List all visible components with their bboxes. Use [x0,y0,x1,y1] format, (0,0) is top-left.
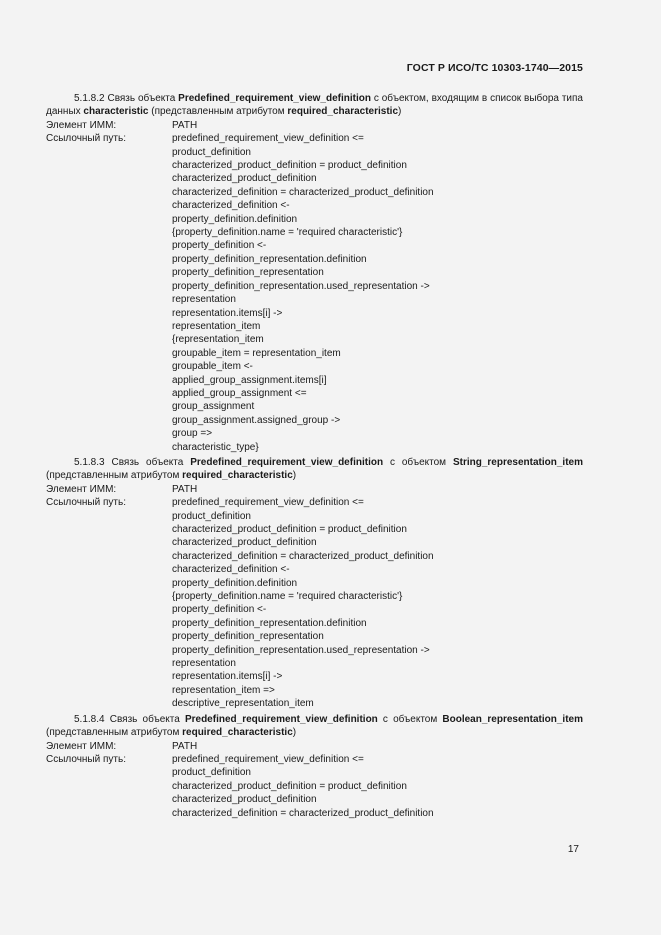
section-5-1-8-4 [46,713,583,820]
path-line: characterized_product_definition = product_definition [172,524,407,535]
intro-text: с объектом [383,456,453,468]
path-line: representation_item => [172,684,275,696]
path-row [46,753,583,820]
entity-name: Predefined_requirement_view_definition [178,93,371,104]
element-value: PATH [172,483,198,495]
intro-text: (представленным атрибутом [46,727,183,739]
path-line: product_definition [172,146,251,158]
element-row [46,119,583,132]
path-line: group_assignment.assigned_group -> [172,414,341,426]
path-line: property_definition.definition [172,213,298,225]
path-line: characterized_definition = characterized_product_definition [172,186,434,198]
element-row [46,483,583,496]
path-line: representation.items[i] -> [172,671,283,683]
path-line: characterized_definition <- [172,564,290,576]
path-row [46,132,583,454]
intro-text: ) [398,106,402,118]
entity-name: Predefined_requirement_view_definition [184,713,378,725]
path-line: product_definition [172,767,251,779]
path-line: applied_group_assignment.items[i] [172,374,327,386]
path-line: characterized_definition = characterized_product_definition [172,550,434,562]
intro-text: (представленным атрибутом [148,106,288,118]
path-line: characterized_product_definition [172,794,317,806]
path-line: groupable_item = representation_item [172,347,341,359]
path-line: groupable_item <- [172,361,253,373]
path-row [46,496,583,711]
path-line: {representation_item [172,334,264,346]
path-line: predefined_requirement_view_definition <= [172,753,364,765]
path-label: Ссылочный путь: [46,133,126,145]
path-line: group => [172,428,213,440]
intro-text: ) [292,727,297,739]
element-label: Элемент ИММ: [46,740,117,752]
path-line: property_definition <- [172,240,267,252]
intro-text: Связь объекта [104,713,185,725]
path-line: descriptive_representation_item [172,698,314,710]
attribute-name: required_characteristic [182,727,293,739]
path-line: representation [172,294,236,306]
path-line: characterized_product_definition [172,537,317,549]
path-line: property_definition.definition [172,577,298,589]
intro-text: с объектом [377,713,443,725]
path-line: characterized_product_definition [172,173,317,185]
path-line: characterized_definition <- [172,200,290,212]
path-line: characteristic_type} [172,441,259,453]
path-label: Ссылочный путь: [46,753,126,765]
document-body [46,90,583,820]
attribute-name: required_characteristic [287,106,399,118]
path-line: representation_item [172,320,261,332]
section-5-1-8-2 [46,92,583,454]
target-name: Boolean_representation_item [442,713,583,725]
path-line: {property_definition.name = 'required characteristic'} [172,591,403,603]
reference-path [172,753,583,820]
path-line: property_definition_representation.used_representation -> [172,644,430,656]
section-number: 5.1.8.3 [74,456,105,468]
intro-text: с объектом, входящим в список выбора типа данных [46,93,583,118]
path-line: characterized_product_definition = product_definition [172,780,407,792]
section-number: 5.1.8.4 [74,713,105,725]
page-header: ГОСТ Р ИСО/ТС 10303-1740—2015 [406,62,583,74]
path-line: property_definition_representation [172,631,324,643]
reference-path [172,132,583,454]
element-label: Элемент ИММ: [46,483,117,495]
element-value: PATH [172,740,198,752]
element-row [46,740,583,753]
path-line: property_definition_representation [172,267,324,279]
target-name: characteristic [83,106,149,118]
element-value: PATH [172,119,198,131]
section-intro [46,456,583,483]
element-label: Элемент ИММ: [46,119,117,131]
path-line: characterized_product_definition = product_definition [172,160,407,172]
page-number: 17 [567,844,579,855]
path-line: characterized_definition = characterized_product_definition [172,807,434,819]
target-name: String_representation_item [452,456,583,468]
path-line: representation [172,658,236,670]
path-line: property_definition_representation.definition [172,253,367,265]
path-line: property_definition <- [172,604,267,616]
path-line: group_assignment [172,401,255,413]
path-line: predefined_requirement_view_definition <= [172,133,364,145]
path-line: property_definition_representation.definition [172,617,367,629]
path-line: {property_definition.name = 'required characteristic'} [172,227,403,239]
path-line: property_definition_representation.used_representation -> [172,280,430,292]
path-line: representation.items[i] -> [172,307,283,319]
entity-name: Predefined_requirement_view_definition [190,456,384,468]
section-5-1-8-3 [46,456,583,711]
section-intro [46,713,583,740]
path-label: Ссылочный путь: [46,497,126,509]
intro-text: Связь объекта [104,456,191,468]
section-number: 5.1.8.2 [74,93,105,104]
intro-text: Связь объекта [104,93,179,104]
intro-text: ) [292,470,297,482]
section-intro [46,92,583,119]
attribute-name: required_characteristic [182,470,293,482]
reference-path [172,496,583,711]
intro-text: (представленным атрибутом [46,470,183,482]
path-line: predefined_requirement_view_definition <= [172,497,364,509]
path-line: applied_group_assignment <= [172,387,307,399]
path-line: product_definition [172,510,251,522]
